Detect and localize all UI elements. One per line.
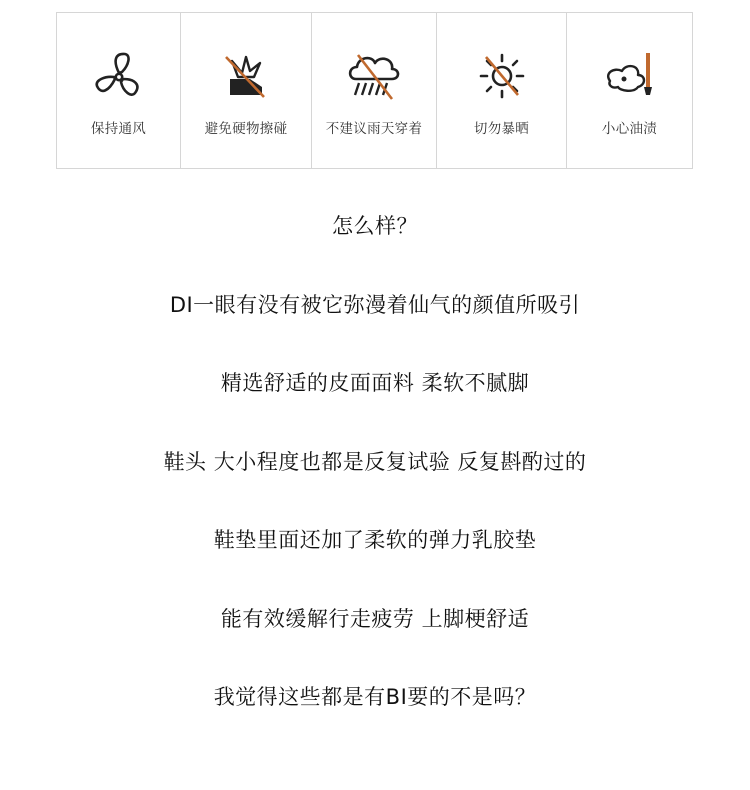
fan-icon	[89, 49, 149, 103]
care-item-ventilate	[57, 13, 181, 168]
no-scratch-icon	[216, 49, 276, 103]
care-label-ventilate: 保持通风	[90, 121, 147, 137]
care-instructions-bar	[56, 12, 693, 169]
care-item-no-sun	[437, 13, 567, 168]
oil-stain-icon	[600, 49, 660, 103]
care-item-oil	[567, 13, 692, 168]
copy-line-1: 怎么样？	[332, 214, 418, 238]
copy-line-3: 精选舒适的皮面面料 柔软不腻脚	[220, 371, 530, 395]
copy-line-5: 鞋垫里面还加了柔软的弹力乳胶垫	[213, 528, 537, 552]
copy-line-6: 能有效缓解行走疲劳 上脚梗舒适	[220, 607, 530, 631]
care-label-no-rain: 不建议雨天穿着	[325, 121, 423, 137]
care-label-oil: 小心油渍	[601, 121, 658, 137]
rain-cloud-icon	[344, 49, 404, 103]
care-item-no-rain	[312, 13, 437, 168]
care-label-no-sun: 切勿暴晒	[473, 121, 530, 137]
copy-line-2: DI一眼有没有被它弥漫着仙气的颜值所吸引	[169, 293, 581, 317]
care-label-avoid-scratch: 避免硬物擦碰	[204, 121, 288, 137]
copy-line-7: 我觉得这些都是有BI要的不是吗？	[213, 685, 537, 709]
no-sun-icon	[472, 49, 532, 103]
copy-line-4: 鞋头 大小程度也都是反复试验 反复斟酌过的	[163, 450, 587, 474]
care-item-avoid-scratch	[181, 13, 312, 168]
